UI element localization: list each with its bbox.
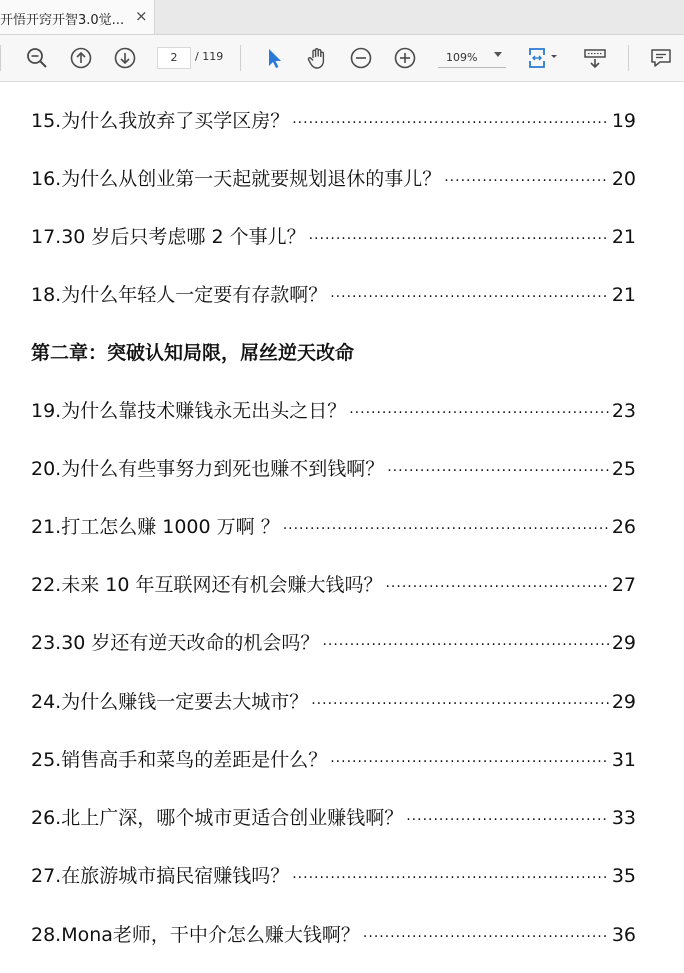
toc-entry-page: 20 bbox=[611, 168, 636, 190]
toc-entry-page: 29 bbox=[611, 632, 636, 654]
toolbar-divider bbox=[240, 45, 241, 71]
chevron-down-icon bbox=[494, 52, 502, 57]
toolbar-divider bbox=[628, 45, 629, 71]
toc-leader-dots bbox=[406, 802, 609, 824]
toc-entry-page: 27 bbox=[611, 574, 636, 596]
toc-leader-dots bbox=[292, 860, 609, 882]
comment-icon[interactable] bbox=[649, 46, 673, 70]
toc-entry[interactable] bbox=[31, 744, 636, 774]
toc-entry[interactable] bbox=[31, 453, 636, 483]
toc-entry[interactable] bbox=[31, 163, 636, 193]
toc-entry-title: 21.打工怎么赚 1000 万啊 ？ bbox=[31, 516, 280, 538]
zoom-out-icon[interactable] bbox=[25, 46, 49, 70]
toc-entry-title: 24.为什么赚钱一定要去大城市？ bbox=[31, 691, 309, 713]
toolbar bbox=[0, 35, 684, 82]
toc-entry[interactable] bbox=[31, 511, 636, 541]
toc-entry[interactable] bbox=[31, 686, 636, 716]
next-page-icon[interactable] bbox=[113, 46, 137, 70]
toc-entry-page: 26 bbox=[611, 516, 636, 538]
toc-entry-page: 19 bbox=[611, 110, 636, 132]
toc-entry[interactable] bbox=[31, 802, 636, 832]
zoom-plus-icon[interactable] bbox=[393, 46, 417, 70]
hand-tool-icon[interactable] bbox=[305, 46, 329, 70]
toc-entry[interactable] bbox=[31, 627, 636, 657]
toc-leader-dots bbox=[322, 627, 608, 649]
toc-entry-page: 23 bbox=[611, 400, 636, 422]
toc-entry-title: 18.为什么年轻人一定要有存款啊？ bbox=[31, 284, 328, 306]
zoom-minus-icon[interactable] bbox=[349, 46, 373, 70]
toc-entry-title: 16.为什么从创业第一天起就要规划退休的事儿？ bbox=[31, 168, 442, 190]
toc-entry-page: 21 bbox=[611, 226, 636, 248]
toc-entry-title: 19.为什么靠技术赚钱永无出头之日？ bbox=[31, 400, 347, 422]
toc-leader-dots bbox=[283, 511, 609, 533]
read-mode-icon[interactable] bbox=[583, 46, 607, 70]
chapter-heading[interactable]: 第二章：突破认知局限，屌丝逆天改命 bbox=[31, 342, 355, 364]
toc-entry-page: 31 bbox=[611, 749, 636, 771]
toc-entry-title: 17.30 岁后只考虑哪 2 个事儿？ bbox=[31, 226, 306, 248]
toc-entry-page: 36 bbox=[611, 924, 636, 946]
toc-entry-page: 29 bbox=[611, 691, 636, 713]
toc-leader-dots bbox=[330, 279, 609, 301]
toc-entry-title: 27.在旅游城市搞民宿赚钱吗？ bbox=[31, 865, 290, 887]
document-tab[interactable] bbox=[0, 0, 155, 34]
toc-entry[interactable] bbox=[31, 860, 636, 890]
prev-page-icon[interactable] bbox=[69, 46, 93, 70]
close-tab-icon[interactable]: × bbox=[135, 7, 148, 25]
fit-page-icon[interactable] bbox=[527, 46, 561, 70]
toc-leader-dots bbox=[385, 569, 608, 591]
toc-entry-title: 20.为什么有些事努力到死也赚不到钱啊？ bbox=[31, 458, 385, 480]
toc-leader-dots bbox=[309, 221, 609, 243]
toc-entry-title: 28.Mona老师，干中介怎么赚大钱啊？ bbox=[31, 924, 360, 946]
toolbar-divider bbox=[0, 45, 1, 71]
toc-entry-page: 33 bbox=[611, 807, 636, 829]
page-total: / 119 bbox=[195, 50, 224, 63]
tab-title: 开悟开窍开智3.0觉... bbox=[0, 13, 125, 28]
zoom-value: 109% bbox=[446, 51, 478, 64]
toc-leader-dots bbox=[387, 453, 609, 475]
toc-entry-page: 21 bbox=[611, 284, 636, 306]
toc-entry[interactable] bbox=[31, 279, 636, 309]
toc-entry[interactable] bbox=[31, 105, 636, 135]
toc-entry[interactable] bbox=[31, 919, 636, 949]
toc-leader-dots bbox=[292, 105, 609, 127]
document-page bbox=[0, 82, 684, 973]
zoom-dropdown[interactable] bbox=[438, 47, 506, 68]
toc-entry[interactable] bbox=[31, 395, 636, 425]
toc-leader-dots bbox=[349, 395, 609, 417]
toc-leader-dots bbox=[311, 686, 609, 708]
toc-entry-title: 25.销售高手和菜鸟的差距是什么？ bbox=[31, 749, 328, 771]
toc-entry-page: 25 bbox=[611, 458, 636, 480]
toc-entry-title: 26.北上广深，哪个城市更适合创业赚钱啊？ bbox=[31, 807, 404, 829]
toc-entry-title: 15.为什么我放弃了买学区房？ bbox=[31, 110, 290, 132]
page-number-input[interactable]: 2 bbox=[157, 47, 191, 69]
toc-entry-page: 35 bbox=[611, 865, 636, 887]
toc-leader-dots bbox=[444, 163, 609, 185]
toc-entry[interactable] bbox=[31, 221, 636, 251]
toc-entry-title: 23.30 岁还有逆天改命的机会吗？ bbox=[31, 632, 320, 654]
select-tool-icon[interactable] bbox=[262, 46, 286, 70]
toc-entry-title: 22.未来 10 年互联网还有机会赚大钱吗？ bbox=[31, 574, 383, 596]
toc-leader-dots bbox=[330, 744, 609, 766]
tab-bar bbox=[0, 0, 684, 35]
toc-entry[interactable] bbox=[31, 569, 636, 599]
toc-leader-dots bbox=[363, 919, 609, 941]
